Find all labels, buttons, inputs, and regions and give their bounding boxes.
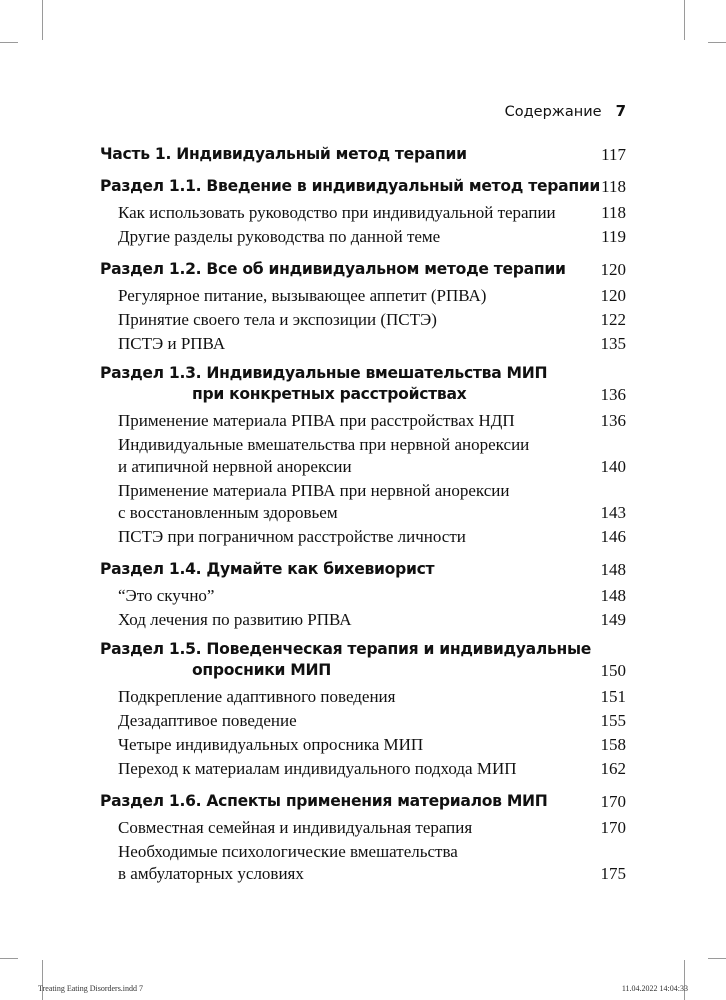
toc-entry-title-line: Четыре индивидуальных опросника МИП bbox=[118, 735, 424, 754]
toc-entry-title bbox=[118, 309, 437, 331]
toc-subsection-entry bbox=[100, 686, 626, 708]
toc-subsection-entry bbox=[100, 309, 626, 331]
running-header bbox=[505, 102, 626, 120]
toc-entry-title bbox=[100, 363, 547, 405]
toc-entry-title bbox=[118, 410, 515, 432]
toc-entry-title bbox=[118, 710, 297, 732]
toc-entry-title-line: с восстановленным здоровьем bbox=[118, 503, 338, 522]
toc-entry-title bbox=[100, 259, 566, 280]
toc-section-entry bbox=[100, 256, 626, 280]
toc-subsection-entry bbox=[100, 480, 626, 524]
toc-entry-page: 143 bbox=[600, 503, 626, 522]
toc-entry-page: 148 bbox=[600, 586, 626, 605]
toc-entry-title-line: Принятие своего тела и экспозиции (ПСТЭ) bbox=[118, 310, 437, 329]
toc-entry-title-line: Индивидуальные вмешательства при нервной анорексии bbox=[118, 435, 530, 454]
toc-entry-page: 120 bbox=[600, 260, 626, 279]
toc-entry-title-line: Дезадаптивое поведение bbox=[118, 711, 297, 730]
toc-section-entry bbox=[100, 556, 626, 580]
crop-mark bbox=[708, 958, 726, 959]
toc-entry-title-line: ПСТЭ и РПВА bbox=[118, 334, 226, 353]
toc-section-entry bbox=[100, 363, 626, 405]
toc-entry-title-line: Подкрепление адаптивного поведения bbox=[118, 687, 396, 706]
toc-entry-title-line: Применение материала РПВА при расстройствах НДП bbox=[118, 411, 515, 430]
crop-mark bbox=[708, 42, 726, 43]
toc-subsection-entry bbox=[100, 434, 626, 478]
toc-entry-title-line: Раздел 1.3. Индивидуальные вмешательства МИП bbox=[100, 364, 548, 382]
toc-entry-page: 155 bbox=[600, 711, 626, 730]
toc-entry-title bbox=[118, 609, 352, 631]
slug-filename: Treating Eating Disorders.indd 7 bbox=[38, 984, 144, 993]
toc-entry-page: 170 bbox=[600, 792, 626, 811]
toc-subsection-entry bbox=[100, 734, 626, 756]
toc-entry-page: 150 bbox=[600, 661, 626, 680]
toc-entry-page: 135 bbox=[600, 334, 626, 353]
toc-subsection-entry bbox=[100, 333, 626, 355]
toc-entry-page: 117 bbox=[601, 145, 626, 164]
toc-entry-title-line: Раздел 1.6. Аспекты применения материалов МИП bbox=[100, 792, 548, 810]
toc-entry-title bbox=[118, 526, 466, 548]
toc-section-entry bbox=[100, 639, 626, 681]
toc-subsection-entry bbox=[100, 609, 626, 631]
toc-entry-title bbox=[118, 841, 458, 885]
toc-entry-title bbox=[118, 585, 214, 607]
toc-entry-title bbox=[100, 791, 548, 812]
toc-entry-title bbox=[118, 734, 423, 756]
toc-entry-page: 146 bbox=[600, 527, 626, 546]
crop-mark bbox=[0, 42, 18, 43]
toc-entry-title-line: Ход лечения по развитию РПВА bbox=[118, 610, 352, 629]
toc-subsection-entry bbox=[100, 202, 626, 224]
toc-entry-page: 140 bbox=[600, 457, 626, 476]
toc-entry-title-line: ПСТЭ при пограничном расстройстве личности bbox=[118, 527, 466, 546]
toc-entry-title bbox=[118, 434, 529, 478]
toc-subsection-entry bbox=[100, 226, 626, 248]
crop-mark bbox=[42, 960, 43, 1000]
toc-entry-title-line: Применение материала РПВА при нервной анорексии bbox=[118, 481, 510, 500]
toc-entry-title-line: Часть 1. Индивидуальный метод терапии bbox=[100, 145, 467, 163]
toc-subsection-entry bbox=[100, 410, 626, 432]
toc-entry-page: 136 bbox=[600, 385, 626, 404]
toc-entry-title bbox=[100, 639, 591, 681]
slug-datetime: 11.04.2022 14:04:33 bbox=[621, 984, 688, 993]
toc-entry-title-line: Раздел 1.5. Поведенческая терапия и индивидуальные bbox=[100, 640, 592, 658]
toc-entry-title-line: Регулярное питание, вызывающее аппетит (РПВА) bbox=[118, 286, 487, 305]
toc-entry-title-line: Раздел 1.4. Думайте как бихевиорист bbox=[100, 560, 435, 578]
toc-subsection-entry bbox=[100, 817, 626, 839]
toc-entry-page: 148 bbox=[600, 560, 626, 579]
table-of-contents bbox=[100, 132, 626, 885]
running-header-title: Содержание bbox=[504, 104, 602, 120]
crop-mark bbox=[0, 958, 18, 959]
toc-entry-title bbox=[118, 758, 517, 780]
toc-part-entry bbox=[100, 136, 626, 165]
toc-entry-title-line: Переход к материалам индивидуального подхода МИП bbox=[118, 759, 517, 778]
toc-entry-title-line: и атипичной нервной анорексии bbox=[118, 457, 352, 476]
toc-entry-page: 118 bbox=[601, 203, 626, 222]
toc-entry-page: 149 bbox=[600, 610, 626, 629]
toc-entry-page: 119 bbox=[601, 227, 626, 246]
toc-subsection-entry bbox=[100, 710, 626, 732]
toc-entry-title-line: в амбулаторных условиях bbox=[118, 864, 304, 883]
crop-mark bbox=[684, 0, 685, 40]
toc-subsection-entry bbox=[100, 585, 626, 607]
toc-entry-title-line: Другие разделы руководства по данной теме bbox=[118, 227, 441, 246]
toc-entry-page: 162 bbox=[600, 759, 626, 778]
toc-entry-title bbox=[118, 285, 486, 307]
toc-entry-title-line: Раздел 1.1. Введение в индивидуальный метод терапии bbox=[100, 177, 601, 195]
toc-entry-title bbox=[118, 480, 509, 524]
toc-subsection-entry bbox=[100, 285, 626, 307]
print-slug bbox=[38, 984, 688, 993]
toc-entry-title-line: опросники МИП bbox=[192, 661, 331, 679]
toc-entry-page: 170 bbox=[600, 818, 626, 837]
toc-entry-page: 136 bbox=[600, 411, 626, 430]
crop-mark bbox=[42, 0, 43, 40]
toc-entry-page: 158 bbox=[600, 735, 626, 754]
toc-entry-title-line: Раздел 1.2. Все об индивидуальном методе терапии bbox=[100, 260, 566, 278]
toc-entry-page: 175 bbox=[600, 864, 626, 883]
toc-subsection-entry bbox=[100, 758, 626, 780]
toc-entry-title-line: при конкретных расстройствах bbox=[192, 385, 467, 403]
toc-entry-title-line: “Это скучно” bbox=[118, 586, 215, 605]
toc-entry-title-line: Как использовать руководство при индивидуальной терапии bbox=[118, 203, 556, 222]
toc-subsection-entry bbox=[100, 841, 626, 885]
toc-entry-page: 118 bbox=[601, 177, 626, 196]
toc-entry-title bbox=[100, 176, 600, 197]
page-number: 7 bbox=[615, 102, 626, 120]
toc-entry-page: 151 bbox=[600, 687, 626, 706]
toc-entry-title bbox=[118, 686, 395, 708]
toc-section-entry bbox=[100, 173, 626, 197]
toc-entry-page: 122 bbox=[600, 310, 626, 329]
crop-mark bbox=[684, 960, 685, 1000]
toc-entry-title-line: Необходимые психологические вмешательства bbox=[118, 842, 458, 861]
toc-entry-title bbox=[118, 202, 556, 224]
toc-entry-title bbox=[100, 144, 467, 165]
toc-entry-title bbox=[118, 817, 472, 839]
toc-entry-title bbox=[118, 226, 440, 248]
toc-entry-title-line: Совместная семейная и индивидуальная терапия bbox=[118, 818, 473, 837]
toc-entry-page: 120 bbox=[600, 286, 626, 305]
toc-subsection-entry bbox=[100, 526, 626, 548]
toc-section-entry bbox=[100, 788, 626, 812]
toc-entry-title bbox=[100, 559, 434, 580]
toc-entry-title bbox=[118, 333, 225, 355]
